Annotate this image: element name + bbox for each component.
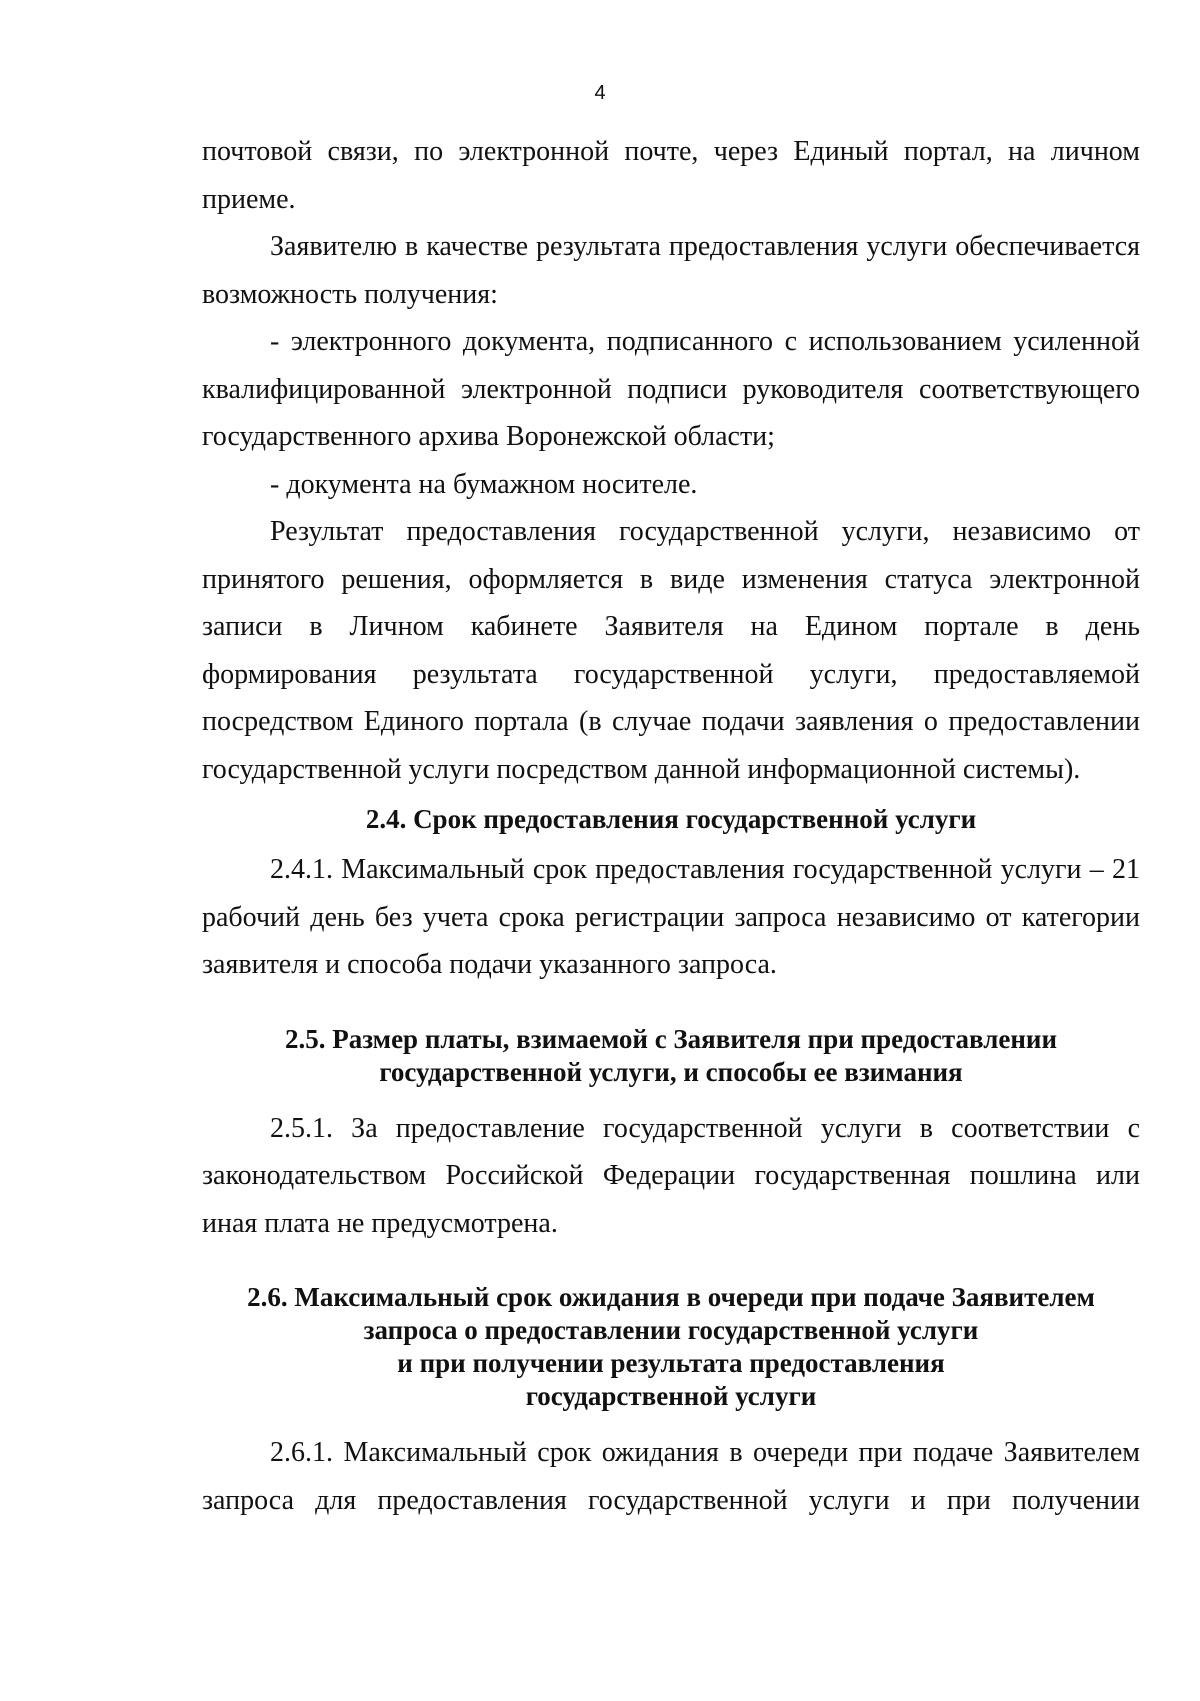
section-heading-2-6-line-3: и при получении результата предоставления: [397, 1348, 945, 1378]
section-heading-2-6: [202, 1281, 1140, 1413]
spacer: [202, 1413, 1140, 1429]
section-heading-2-5: [202, 1023, 1140, 1089]
page-number: 4: [594, 82, 606, 104]
paragraph-2-4-1: 2.4.1. Максимальный срок предоставления государственной услуги – 21 рабочий день без учета срока регистрации запроса независимо от категории заявителя и способа подачи указанного запроса.: [202, 854, 1140, 980]
section-heading-2-5-line-1: 2.5. Размер платы, взимаемой с Заявителя при предоставлении: [284, 1023, 1058, 1054]
paragraph-result-status: Результат предоставления государственной услуги, независимо от принятого решения, оформляется в виде изменения статуса электронной записи в Личном кабинете Заявителя на Едином портале в день формирования результата государственной услуги, предоставляемой посредством Единого портала (в случае подачи заявления о предоставлении государственной услуги посредством данной информационной системы).: [202, 516, 1140, 785]
paragraph-2-6-1: 2.6.1. Максимальный срок ожидания в очереди при подаче Заявителем запроса для предоставления государственной услуги и при получении: [202, 1437, 1140, 1516]
paragraph-result-options: Заявителю в качестве результата предоставления услуги обеспечивается возможность получения:: [202, 231, 1140, 310]
section-heading-2-4: 2.4. Срок предоставления государственной услуги: [365, 804, 977, 834]
spacer: [202, 1089, 1140, 1105]
list-item-electronic-document: - электронного документа, подписанного с использованием усиленной квалифицированной электронной подписи руководителя соответствующего государственного архива Воронежской области;: [202, 326, 1140, 452]
section-heading-2-6-line-4: государственной услуги: [525, 1381, 817, 1411]
section-heading-2-5-line-2: государственной услуги, и способы ее взимания: [379, 1056, 963, 1087]
spacer: [202, 989, 1140, 1023]
list-item-paper-document: - документа на бумажном носителе.: [270, 468, 698, 500]
section-heading-2-6-line-2: запроса о предоставлении государственной услуги: [363, 1315, 979, 1345]
paragraph-2-5-1: 2.5.1. За предоставление государственной услуги в соответствии с законодательством Российской Федерации государственная пошлина или иная плата не предусмотрена.: [202, 1112, 1140, 1239]
spacer: [202, 836, 1140, 846]
section-heading-2-6-line-1: 2.6. Максимальный срок ожидания в очереди при подаче Заявителем: [247, 1282, 1095, 1312]
page-body: [202, 128, 1140, 1524]
spacer: [202, 1247, 1140, 1281]
paragraph-delivery-methods: почтовой связи, по электронной почте, через Единый портал, на личном приеме.: [202, 136, 1140, 215]
spacer: [202, 793, 1140, 803]
